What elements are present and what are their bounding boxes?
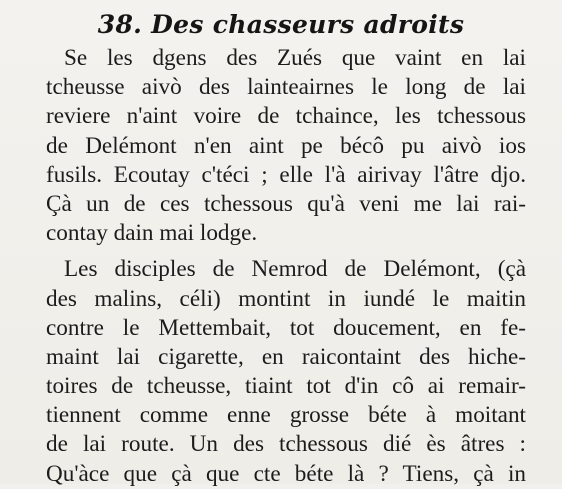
text-line: reviere n'aint voire de tchaince, les tchessous	[46, 103, 526, 130]
text-line: contay dain mai lodge.	[46, 220, 258, 247]
paragraph-gap	[46, 248, 526, 255]
text-line: contre le Mettembait, tot doucement, en fe-	[46, 314, 526, 341]
text-line: toires de tcheusse, tiaint tot d'in cô ai remair-	[46, 373, 526, 400]
chapter-title: 38. Des chasseurs adroits	[97, 10, 465, 39]
text-line: de lai route. Un des tchessous dié ès âtres :	[46, 431, 526, 458]
text-line: fusils. Ecoutay c'téci ; elle l'à airivay l'âtre djo.	[46, 161, 526, 188]
text-line: Çà un de ces tchessous qu'à veni me lai rai-	[46, 190, 526, 217]
paragraph-1	[46, 44, 526, 248]
text-line: de Delémont n'en aint pe bécô pu aivò ios	[46, 132, 526, 159]
text-line: maint lai cigarette, en raicontaint des hiche-	[46, 343, 526, 370]
body-text	[46, 44, 526, 489]
text-line: Les disciples de Nemrod de Delémont, (çà	[64, 256, 526, 283]
text-line: des malins, céli) montint in iundé le maitin	[46, 285, 526, 312]
text-line: tcheusse aivò des lainteairnes le long de lai	[46, 74, 526, 101]
text-line: Se les dgens des Zués que vaint en lai	[64, 45, 526, 71]
paragraph-2	[46, 255, 526, 489]
text-line: tiennent comme enne grosse béte à moitant	[46, 402, 526, 429]
text-line: Qu'àce que çà que cte béte là ? Tiens, çà in	[46, 460, 526, 487]
